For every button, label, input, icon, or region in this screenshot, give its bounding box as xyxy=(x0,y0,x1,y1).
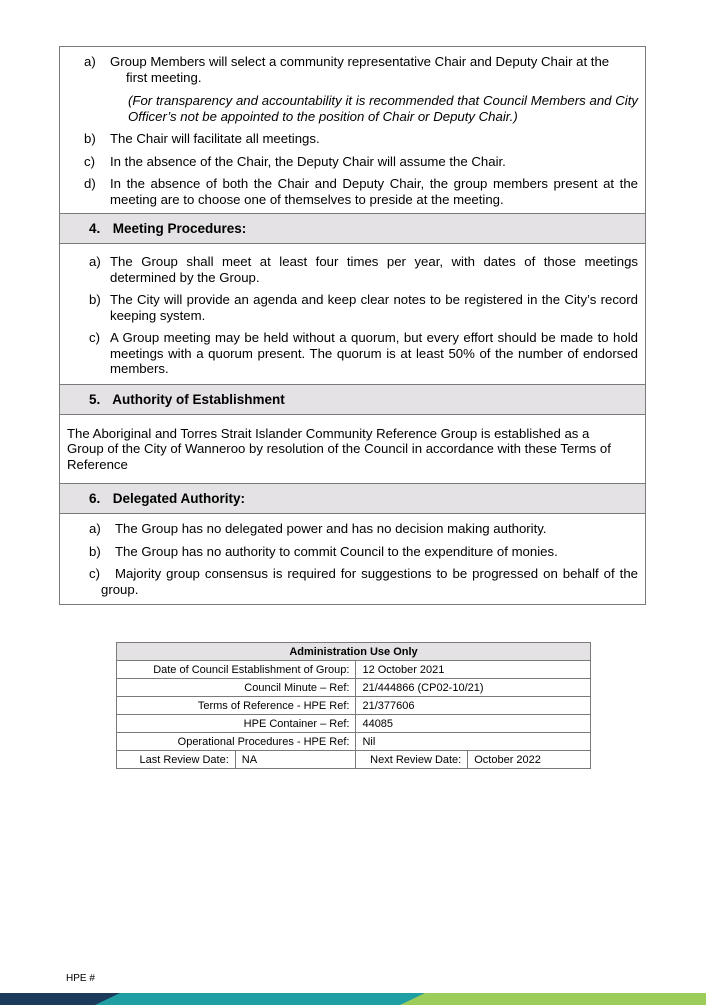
section-number: 6. xyxy=(89,491,101,506)
list-marker: a) xyxy=(89,254,101,269)
admin-value: 21/377606 xyxy=(356,697,591,715)
footer-bar-green xyxy=(400,993,706,1005)
list-item-text-continued: first meeting. xyxy=(126,69,202,85)
list-item xyxy=(89,330,638,377)
list-item-text: In the absence of both the Chair and Deputy Chair, the group members present at the meeting are to choose one of themselves to preside at the meeting. xyxy=(110,176,638,207)
list-item-text: The Chair will facilitate all meetings. xyxy=(110,131,320,146)
admin-label: HPE Container – Ref: xyxy=(117,715,356,733)
admin-table-title: Administration Use Only xyxy=(117,643,591,661)
list-item xyxy=(89,292,638,323)
list-marker: d) xyxy=(84,176,96,191)
admin-value: Nil xyxy=(356,733,591,751)
admin-value: 44085 xyxy=(356,715,591,733)
next-review-label: Next Review Date: xyxy=(356,751,468,769)
italic-note: (For transparency and accountability it is recommended that Council Members and City Officer’s not be appointed to the position of Chair or Deputy Chair.) xyxy=(128,93,638,124)
list-item xyxy=(84,154,638,170)
section-title: Authority of Establishment xyxy=(112,391,285,407)
list-item-text: A Group meeting may be held without a quorum, but every effort should be made to hold meetings with a quorum present. The quorum is at least 50% of the number of endorsed members. xyxy=(110,330,638,376)
list-item xyxy=(84,54,638,124)
list-item-text: Group Members will select a community representative Chair and Deputy Chair at the xyxy=(110,54,610,69)
list-item-text: The Group shall meet at least four times per year, with dates of those meetings determined by the Group. xyxy=(110,254,638,285)
list-marker: c) xyxy=(89,566,100,581)
list-marker: c) xyxy=(89,330,100,345)
table-row xyxy=(117,733,591,751)
list-item-text: The City will provide an agenda and keep clear notes to be registered in the City’s record keeping system. xyxy=(110,292,638,323)
table-row xyxy=(117,661,591,679)
admin-value: 21/444866 (CP02-10/21) xyxy=(356,679,591,697)
list-item-text: The Group has no delegated power and has no decision making authority. xyxy=(115,521,547,536)
meeting-procedures-list xyxy=(60,244,645,385)
admin-label: Council Minute – Ref: xyxy=(117,679,356,697)
list-marker: b) xyxy=(89,292,101,307)
list-item-text: In the absence of the Chair, the Deputy Chair will assume the Chair. xyxy=(110,153,506,169)
section-heading-meeting-procedures xyxy=(60,214,645,244)
delegated-authority-list xyxy=(60,514,645,604)
chair-list-block xyxy=(60,47,645,214)
section-title: Delegated Authority: xyxy=(112,491,246,506)
list-item xyxy=(89,254,638,285)
last-review-value: NA xyxy=(235,751,356,769)
section-title: Meeting Procedures: xyxy=(112,221,247,236)
list-item xyxy=(89,544,638,560)
last-review-label: Last Review Date: xyxy=(117,751,236,769)
list-item xyxy=(89,521,638,537)
list-marker: b) xyxy=(84,131,96,146)
table-row xyxy=(117,751,591,769)
authority-paragraph: The Aboriginal and Torres Strait Islander Community Reference Group is established as a Group of the City of Wanneroo by resolution of the Council in accordance with these Terms of Reference xyxy=(60,415,645,485)
table-row xyxy=(117,679,591,697)
list-item-text: The Group has no authority to commit Council to the expenditure of monies. xyxy=(115,543,558,559)
admin-label: Operational Procedures - HPE Ref: xyxy=(117,733,356,751)
footer-decoration-bar xyxy=(0,993,706,1005)
section-number: 5. xyxy=(89,391,101,407)
list-item xyxy=(84,176,638,207)
terms-of-reference-frame xyxy=(59,46,646,605)
list-item-text: Majority group consensus is required for suggestions to be progressed on behalf of the group. xyxy=(101,566,638,597)
administration-table xyxy=(116,642,591,769)
list-item xyxy=(89,566,638,597)
admin-label: Terms of Reference - HPE Ref: xyxy=(117,697,356,715)
list-marker: b) xyxy=(89,543,101,559)
section-heading-delegated-authority xyxy=(60,484,645,514)
table-row xyxy=(117,697,591,715)
admin-value: 12 October 2021 xyxy=(356,661,591,679)
next-review-value: October 2022 xyxy=(468,751,591,769)
section-number: 4. xyxy=(89,221,101,236)
list-marker: a) xyxy=(84,54,96,69)
list-item xyxy=(84,131,638,147)
section-heading-authority-of-establishment xyxy=(60,385,645,415)
hpe-reference: HPE # xyxy=(66,973,95,984)
admin-label: Date of Council Establishment of Group: xyxy=(117,661,356,679)
list-marker: c) xyxy=(84,153,95,169)
table-row xyxy=(117,715,591,733)
list-marker: a) xyxy=(89,521,101,536)
